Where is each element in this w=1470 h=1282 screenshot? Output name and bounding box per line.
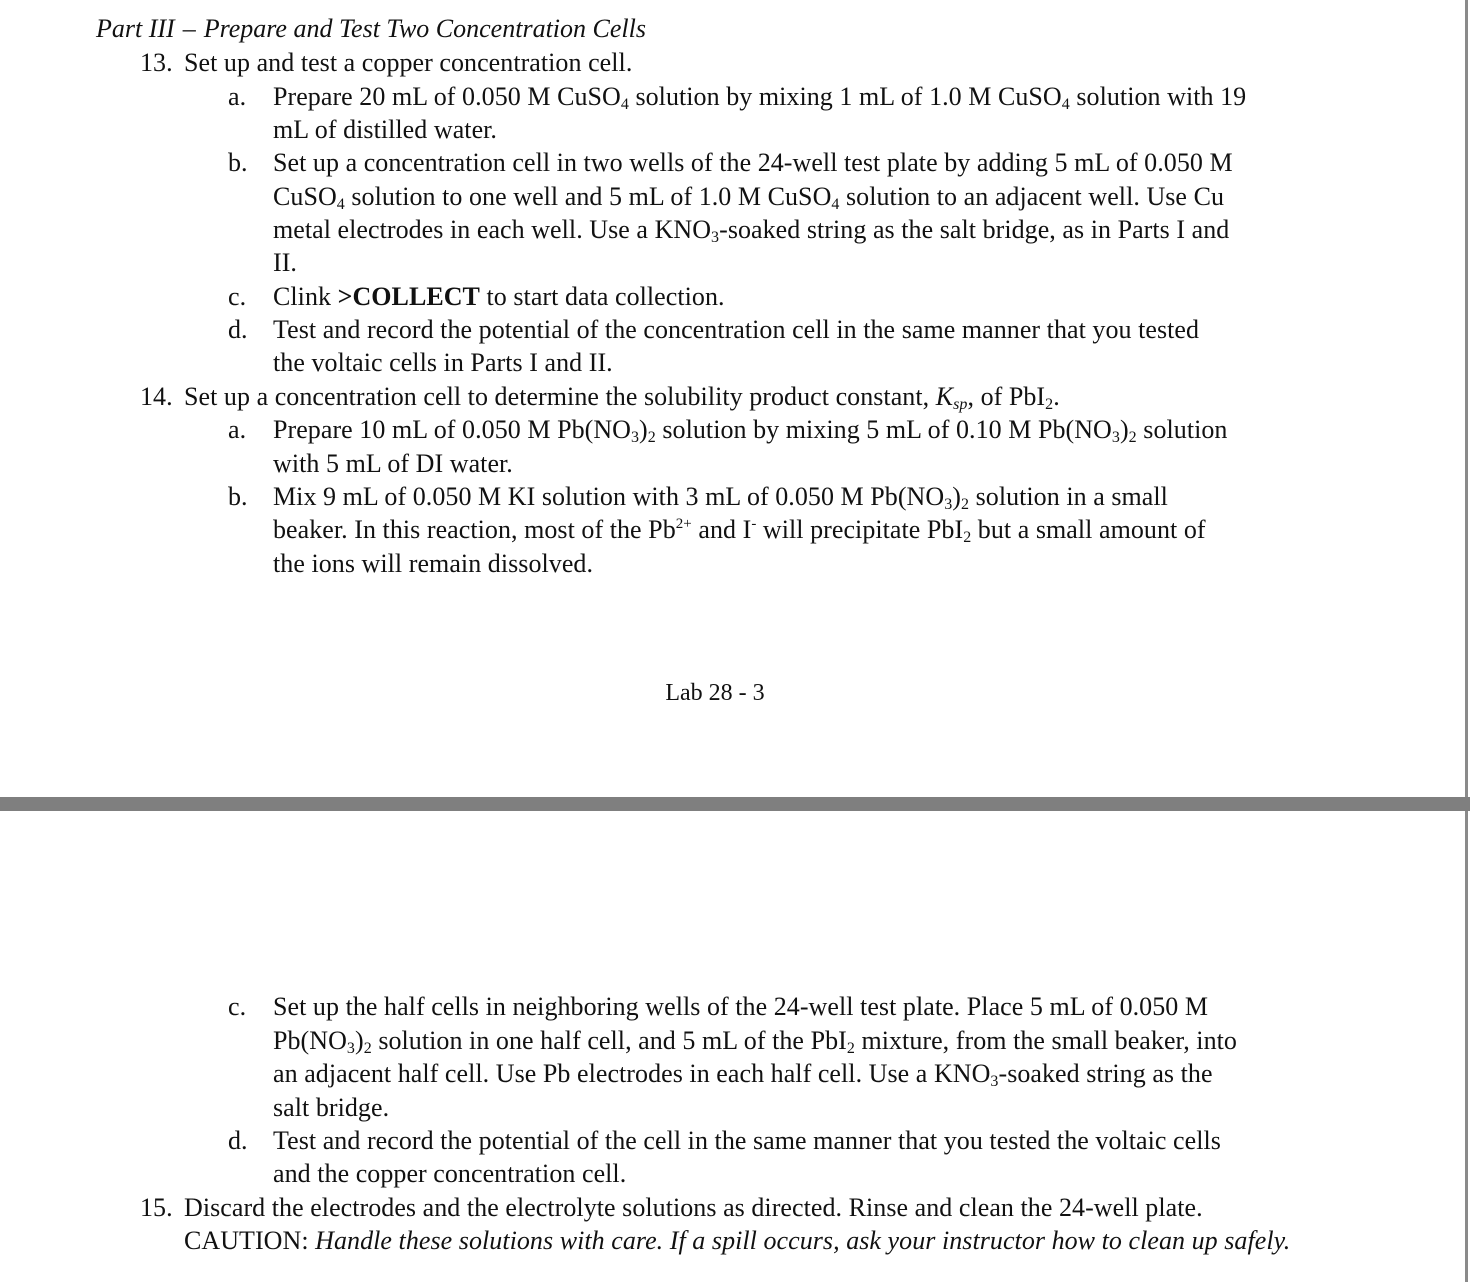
substep-line: Clink >COLLECT to start data collection. bbox=[273, 282, 725, 311]
substep-line: and the copper concentration cell. bbox=[273, 1159, 627, 1188]
step-number: 13. bbox=[140, 48, 173, 77]
substep-line: Set up the half cells in neighboring wells of the 24-well test plate. Place 5 mL of 0.050 M bbox=[273, 992, 1209, 1021]
step-title: Set up a concentration cell to determine the solubility product constant, $K_{sp}$, of PbI$_2$. bbox=[184, 382, 1060, 413]
substep-line: the voltaic cells in Parts I and II. bbox=[273, 348, 613, 377]
substep-line: with 5 mL of DI water. bbox=[273, 449, 513, 478]
substep-line: an adjacent half cell. Use Pb electrodes in each half cell. Use a $KNO_3$-soaked string as the bbox=[273, 1059, 1213, 1090]
substep-marker: d. bbox=[228, 315, 248, 344]
substep-line: Prepare 20 mL of 0.050 M CuSO$_4$ solution by mixing 1 mL of 1.0 M CuSO$_4$ solution with 19 bbox=[273, 82, 1247, 113]
substep-line: Test and record the potential of the cell in the same manner that you tested the voltaic cells bbox=[273, 1126, 1221, 1155]
part-dash: – bbox=[182, 14, 196, 43]
caution-text: Handle these solutions with care. If a spill occurs, ask your instructor how to clean up safely. bbox=[315, 1226, 1291, 1255]
step-number: 14. bbox=[140, 382, 173, 411]
page-footer: Lab 28 - 3 bbox=[665, 680, 765, 706]
step-number: 15. bbox=[140, 1193, 173, 1222]
substep-marker: d. bbox=[228, 1126, 248, 1155]
collect-command: >COLLECT bbox=[337, 282, 480, 311]
substep-line: metal electrodes in each well. Use a $KNO_3$-soaked string as the salt bridge, as in Parts I and bbox=[273, 215, 1230, 246]
caution-label: CAUTION: bbox=[184, 1226, 316, 1255]
substep-line: CuSO$_4$ solution to one well and 5 mL of 1.0 M CuSO$_4$ solution to an adjacent well. Use Cu bbox=[273, 182, 1225, 213]
substep-marker: c. bbox=[228, 282, 247, 311]
substep-marker: b. bbox=[228, 482, 248, 511]
substep-line: Prepare 10 mL of 0.050 M $Pb(NO_3)_2$ solution by mixing 5 mL of 0.10 M $Pb(NO_3)_2$ solution bbox=[273, 415, 1228, 446]
substep-line: Mix 9 mL of 0.050 M KI solution with 3 mL of 0.050 M $Pb(NO_3)_2$ solution in a small bbox=[273, 482, 1168, 513]
page-separator bbox=[0, 797, 1470, 811]
substep-line: Test and record the potential of the concentration cell in the same manner that you tested bbox=[273, 315, 1200, 344]
substep-marker: b. bbox=[228, 148, 248, 177]
document-page-bottom bbox=[0, 811, 1468, 1282]
part-label: Part III bbox=[96, 14, 175, 43]
substep-marker: c. bbox=[228, 992, 247, 1021]
substep-line: salt bridge. bbox=[273, 1093, 390, 1122]
part-heading bbox=[96, 12, 646, 46]
part-title: Prepare and Test Two Concentration Cells bbox=[203, 14, 646, 43]
substep-line: mL of distilled water. bbox=[273, 115, 497, 144]
substep-line: Set up a concentration cell in two wells of the 24-well test plate by adding 5 mL of 0.050 M bbox=[273, 148, 1233, 177]
substep-line: beaker. In this reaction, most of the $Pb^{2+}$ and I- will precipitate PbI$_2$ but a small amount of bbox=[273, 515, 1206, 546]
substep-marker: a. bbox=[228, 82, 247, 111]
substep-line: $Pb(NO_3)_2$ solution in one half cell, and 5 mL of the PbI$_2$ mixture, from the small beaker, into bbox=[273, 1026, 1237, 1057]
substep-marker: a. bbox=[228, 415, 247, 444]
caution-line bbox=[184, 1224, 1290, 1257]
substep-line: II. bbox=[273, 248, 297, 277]
step-title: Set up and test a copper concentration cell. bbox=[184, 48, 633, 77]
substep-line: the ions will remain dissolved. bbox=[273, 549, 594, 578]
step-line: Discard the electrodes and the electrolyte solutions as directed. Rinse and clean the 24-well plate. bbox=[184, 1193, 1203, 1222]
